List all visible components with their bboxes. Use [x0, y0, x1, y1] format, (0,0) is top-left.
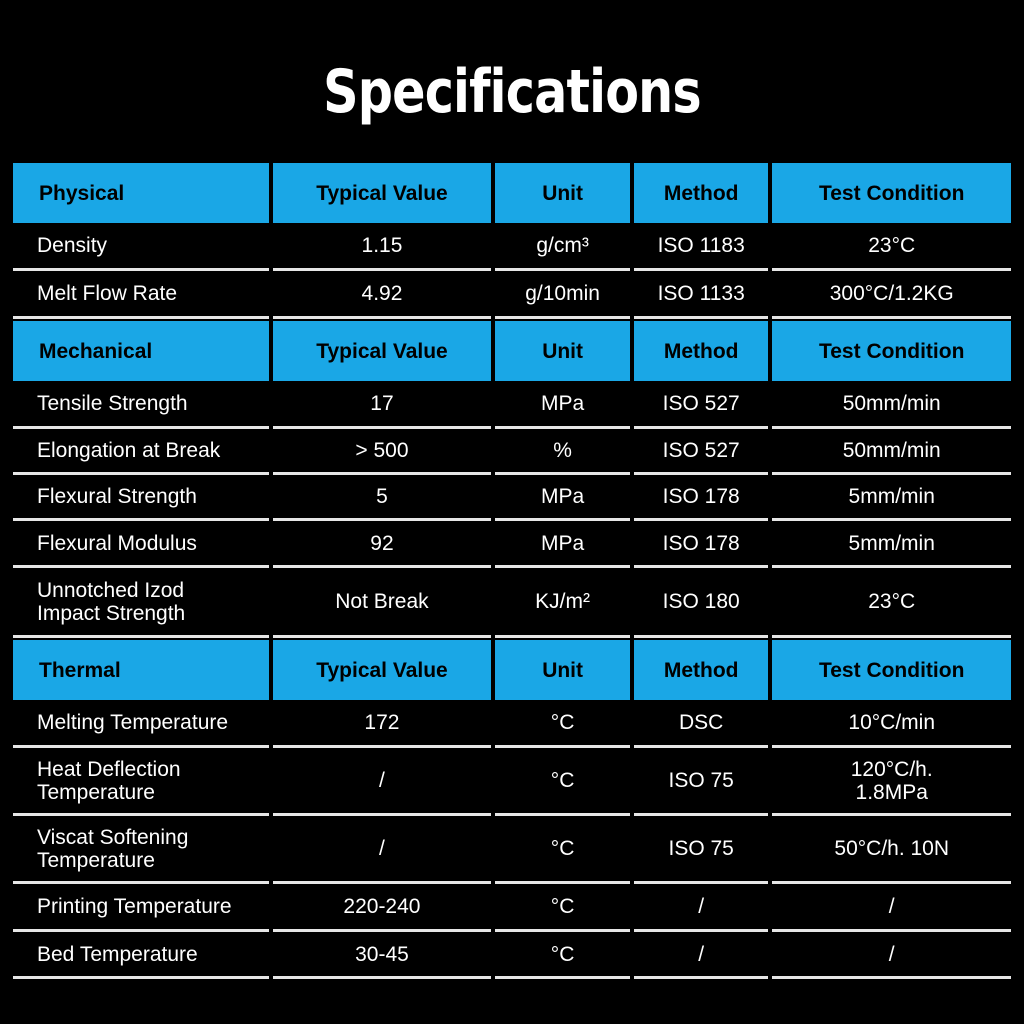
cell-parameter: Elongation at Break [13, 429, 269, 475]
header-cell-test-condition: Test Condition [772, 640, 1011, 700]
cell-method: ISO 180 [634, 568, 769, 638]
cell-parameter: Density [13, 223, 269, 271]
cell-typical-value: 220-240 [273, 884, 492, 932]
header-cell-test-condition: Test Condition [772, 163, 1011, 223]
cell-method: ISO 1183 [634, 223, 769, 271]
page-title: Specifications [323, 57, 701, 127]
cell-parameter: Heat Deflection Temperature [13, 748, 269, 816]
header-cell-parameter: Mechanical [13, 321, 269, 381]
cell-typical-value: 4.92 [273, 271, 492, 319]
table-row [13, 748, 1011, 816]
cell-unit: MPa [495, 521, 630, 568]
section-header-thermal [13, 640, 1011, 700]
cell-test-condition: 120°C/h. 1.8MPa [772, 748, 1011, 816]
cell-method: ISO 178 [634, 475, 769, 521]
table-row [13, 429, 1011, 475]
cell-typical-value: 5 [273, 475, 492, 521]
cell-typical-value: / [273, 748, 492, 816]
specifications-table [13, 163, 1011, 979]
cell-typical-value: 92 [273, 521, 492, 568]
section-header-physical [13, 163, 1011, 223]
cell-test-condition: 23°C [772, 223, 1011, 271]
header-cell-parameter: Thermal [13, 640, 269, 700]
header-cell-parameter: Physical [13, 163, 269, 223]
cell-method: ISO 178 [634, 521, 769, 568]
cell-parameter: Viscat Softening Temperature [13, 816, 269, 884]
cell-parameter: Flexural Modulus [13, 521, 269, 568]
cell-unit: °C [495, 932, 630, 979]
header-cell-typical-value: Typical Value [273, 640, 492, 700]
cell-unit: g/cm³ [495, 223, 630, 271]
cell-parameter: Unnotched Izod Impact Strength [13, 568, 269, 638]
header-cell-method: Method [634, 163, 769, 223]
cell-method: / [634, 884, 769, 932]
cell-typical-value: 1.15 [273, 223, 492, 271]
cell-method: ISO 75 [634, 816, 769, 884]
cell-typical-value: 30-45 [273, 932, 492, 979]
cell-typical-value: > 500 [273, 429, 492, 475]
table-row [13, 700, 1011, 748]
cell-method: / [634, 932, 769, 979]
cell-test-condition: 10°C/min [772, 700, 1011, 748]
table-row [13, 884, 1011, 932]
table-row [13, 568, 1011, 638]
table-row [13, 223, 1011, 271]
header-cell-typical-value: Typical Value [273, 163, 492, 223]
cell-typical-value: / [273, 816, 492, 884]
table-row [13, 521, 1011, 568]
header-cell-typical-value: Typical Value [273, 321, 492, 381]
cell-test-condition: / [772, 932, 1011, 979]
header-cell-unit: Unit [495, 640, 630, 700]
header-cell-unit: Unit [495, 163, 630, 223]
table-row [13, 271, 1011, 319]
cell-test-condition: 23°C [772, 568, 1011, 638]
cell-unit: MPa [495, 475, 630, 521]
cell-test-condition: / [772, 884, 1011, 932]
cell-test-condition: 300°C/1.2KG [772, 271, 1011, 319]
header-cell-unit: Unit [495, 321, 630, 381]
cell-parameter: Printing Temperature [13, 884, 269, 932]
cell-test-condition: 50mm/min [772, 429, 1011, 475]
cell-method: ISO 75 [634, 748, 769, 816]
table-row [13, 816, 1011, 884]
cell-method: DSC [634, 700, 769, 748]
cell-unit: % [495, 429, 630, 475]
cell-test-condition: 50°C/h. 10N [772, 816, 1011, 884]
cell-typical-value: 17 [273, 381, 492, 429]
cell-unit: KJ/m² [495, 568, 630, 638]
cell-unit: °C [495, 816, 630, 884]
header-cell-method: Method [634, 640, 769, 700]
cell-typical-value: 172 [273, 700, 492, 748]
cell-typical-value: Not Break [273, 568, 492, 638]
cell-parameter: Melt Flow Rate [13, 271, 269, 319]
cell-parameter: Bed Temperature [13, 932, 269, 979]
cell-method: ISO 527 [634, 381, 769, 429]
cell-test-condition: 5mm/min [772, 521, 1011, 568]
cell-test-condition: 50mm/min [772, 381, 1011, 429]
section-header-mechanical [13, 321, 1011, 381]
header-cell-method: Method [634, 321, 769, 381]
table-row [13, 475, 1011, 521]
cell-unit: °C [495, 748, 630, 816]
table-row [13, 381, 1011, 429]
table-row [13, 932, 1011, 979]
cell-parameter: Melting Temperature [13, 700, 269, 748]
header-cell-test-condition: Test Condition [772, 321, 1011, 381]
cell-parameter: Flexural Strength [13, 475, 269, 521]
cell-unit: °C [495, 700, 630, 748]
cell-parameter: Tensile Strength [13, 381, 269, 429]
cell-method: ISO 527 [634, 429, 769, 475]
cell-method: ISO 1133 [634, 271, 769, 319]
cell-test-condition: 5mm/min [772, 475, 1011, 521]
cell-unit: g/10min [495, 271, 630, 319]
cell-unit: MPa [495, 381, 630, 429]
cell-unit: °C [495, 884, 630, 932]
